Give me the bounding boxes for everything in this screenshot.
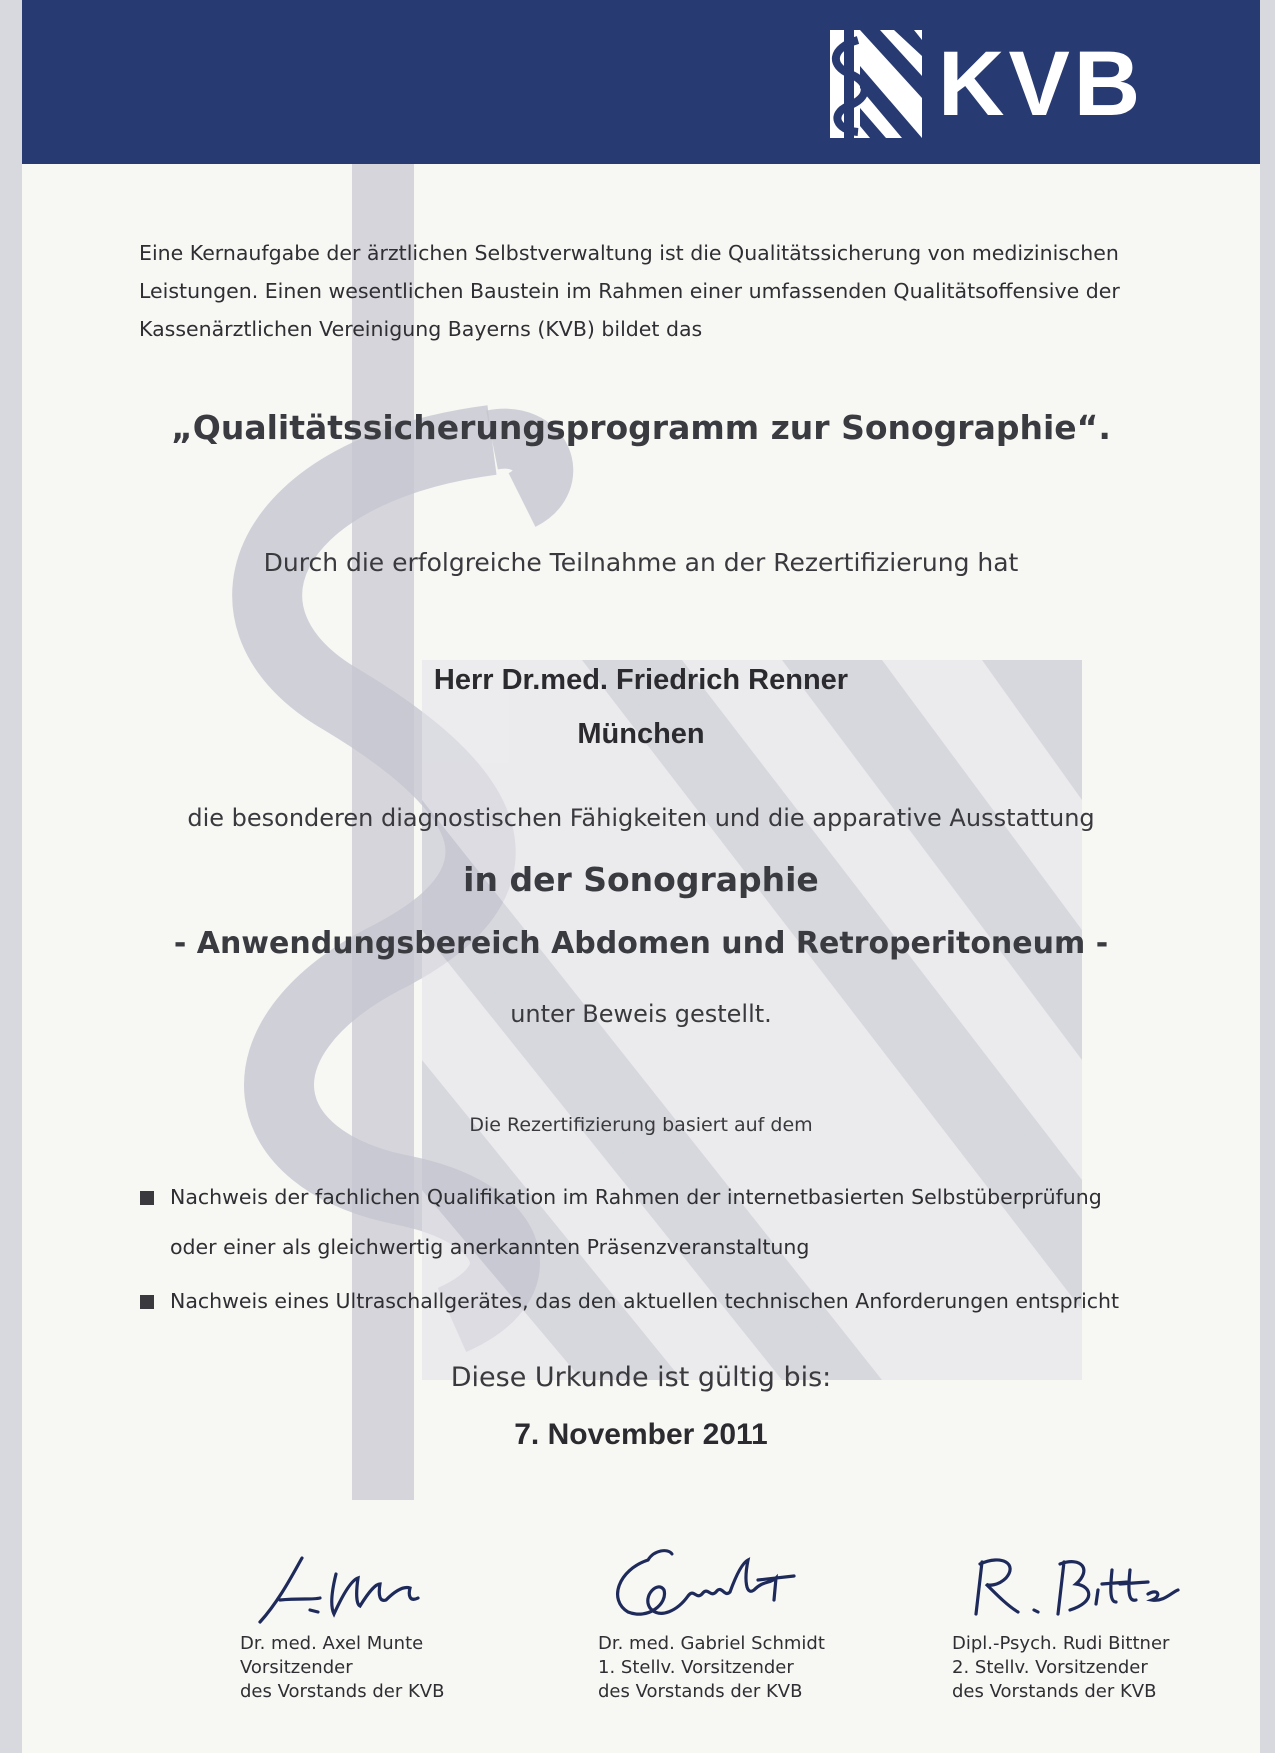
list-item-text: oder einer als gleichwertig anerkannten Präsenzveranstaltung — [170, 1235, 810, 1259]
signatory-name: Dipl.-Psych. Rudi Bittner — [952, 1633, 1170, 1654]
recipient-name: Herr Dr.med. Friedrich Renner — [433, 664, 849, 696]
signature-bittner — [952, 1540, 1182, 1640]
area-heading: in der Sonographie — [463, 860, 819, 899]
list-item — [140, 1172, 1200, 1272]
logo-wordmark: KVB — [938, 33, 1145, 135]
validity-date: 7. November 2011 — [514, 1418, 768, 1451]
square-bullet-icon — [140, 1295, 154, 1309]
abilities-line: die besonderen diagnostischen Fähigkeiten und die apparative Ausstattung — [187, 804, 1095, 832]
signature-block — [240, 1540, 500, 1704]
basis-intro: Die Rezertifizierung basiert auf dem — [469, 1114, 813, 1136]
list-item — [140, 1276, 1200, 1326]
participation-line: Durch die erfolgreiche Teilnahme an der Rezertifizierung hat — [263, 548, 1019, 577]
validity-label: Diese Urkunde ist gültig bis: — [450, 1362, 832, 1393]
signatory-name: Dr. med. Axel Munte — [240, 1633, 424, 1654]
signatory-org: des Vorstands der KVB — [952, 1681, 1157, 1702]
square-bullet-icon — [140, 1191, 154, 1205]
signature-schmidt — [598, 1540, 828, 1640]
signatory-role: Vorsitzender — [240, 1657, 353, 1678]
intro-paragraph: Eine Kernaufgabe der ärztlichen Selbstverwaltung ist die Qualitätssicherung von medizinischen Leistungen. Einen wesentlichen Baustein im Rahmen einer umfassenden Qualitätsoffensive der Kassenärztlichen Vereinigung Bayerns (KVB) bildet das — [139, 241, 1120, 341]
signatory-role: 1. Stellv. Vorsitzender — [598, 1657, 794, 1678]
program-title: „Qualitätssicherungsprogramm zur Sonographie“. — [171, 408, 1111, 447]
signature-block — [952, 1540, 1212, 1704]
list-item-text: Nachweis der fachlichen Qualifikation im Rahmen der internetbasierten Selbstüberprüfung — [170, 1185, 1102, 1209]
list-item-text: Nachweis eines Ultraschallgerätes, das den aktuellen technischen Anforderungen entspricht — [170, 1289, 1120, 1313]
proven-line: unter Beweis gestellt. — [510, 1000, 772, 1028]
signatory-org: des Vorstands der KVB — [240, 1681, 445, 1702]
recipient-city: München — [577, 718, 705, 750]
certificate-content — [22, 0, 1260, 1753]
certificate-sheet — [22, 0, 1260, 1753]
signature-block — [598, 1540, 858, 1704]
signature-munte — [240, 1540, 470, 1640]
basis-list — [140, 1172, 1200, 1326]
signatory-org: des Vorstands der KVB — [598, 1681, 803, 1702]
signatory-role: 2. Stellv. Vorsitzender — [952, 1657, 1148, 1678]
area-subheading: - Anwendungsbereich Abdomen und Retroperitoneum - — [173, 926, 1109, 961]
signatory-name: Dr. med. Gabriel Schmidt — [598, 1633, 825, 1654]
